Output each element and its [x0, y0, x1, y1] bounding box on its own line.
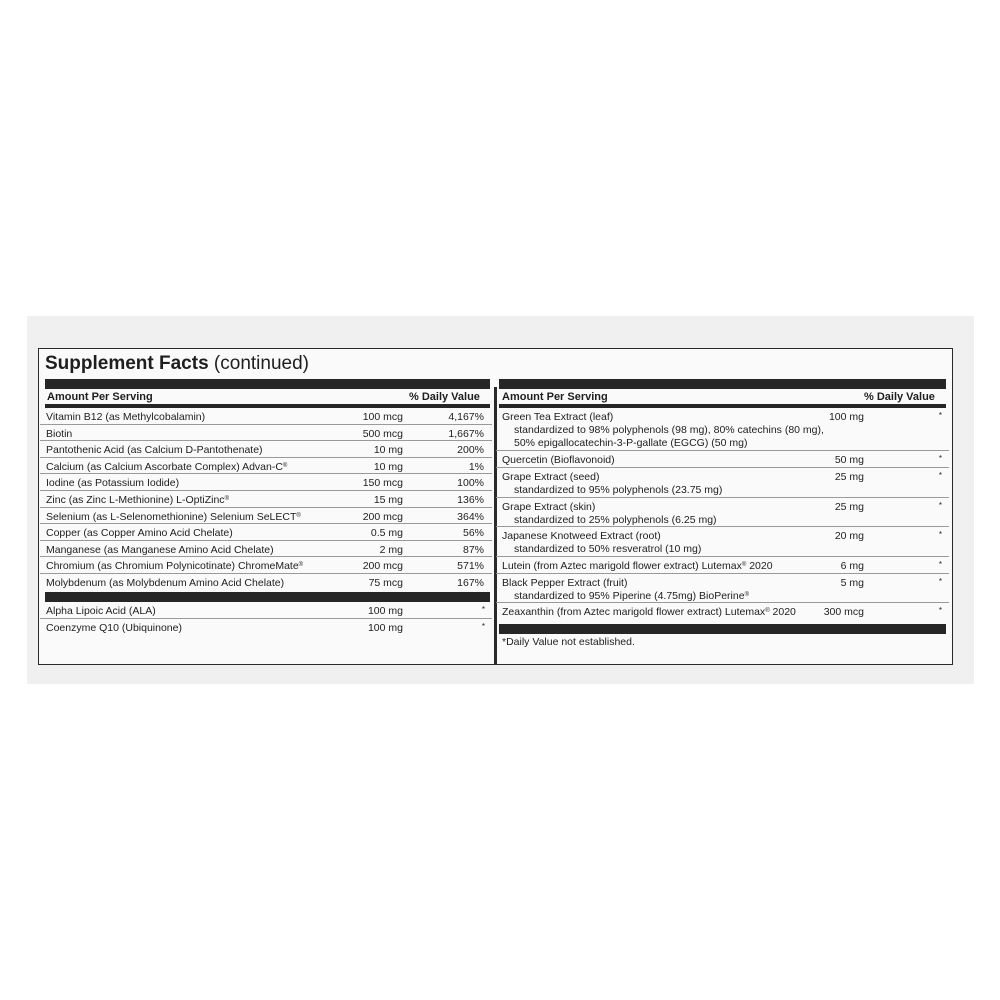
table-row [40, 574, 492, 591]
registered-mark: ® [741, 561, 747, 568]
ingredient-label: Green Tea Extract (leaf) [502, 411, 614, 423]
table-row [40, 557, 492, 574]
left-nutrient-list [40, 408, 492, 591]
daily-value: * [481, 605, 485, 614]
registered-mark: ® [298, 562, 304, 569]
amount: 5 mg [840, 576, 864, 589]
daily-value: * [938, 576, 942, 586]
standardization-note [514, 543, 701, 556]
daily-value: 1% [468, 460, 484, 473]
daily-value: 100% [457, 477, 484, 490]
amount: 100 mg [367, 622, 403, 634]
nutrient-name [46, 494, 229, 507]
standardization-note [514, 484, 722, 497]
ingredient-label: Black Pepper Extract (fruit) [502, 576, 628, 589]
ingredient-label: Quercetin (Bioflavonoid) [502, 454, 615, 466]
daily-value: 56% [462, 527, 484, 540]
nutrient-name [46, 605, 156, 618]
daily-value: * [938, 530, 942, 539]
left-section-bar [45, 592, 490, 602]
standardization-text: standardized to 95% polyphenols (23.75 mg) [514, 484, 723, 496]
nutrient-name [46, 428, 72, 441]
left-header-daily-value: % Daily Value [409, 391, 480, 403]
daily-value: * [938, 559, 942, 569]
table-row [40, 524, 492, 541]
registered-mark: ® [765, 608, 770, 614]
amount: 20 mg [834, 530, 864, 542]
right-header-daily-value: % Daily Value [864, 391, 935, 403]
table-row [40, 458, 492, 475]
left-other-list [40, 602, 492, 636]
standardization-text: standardized to 98% polyphenols (98 mg), 80% catechins (80 mg), [514, 424, 824, 436]
registered-mark: ® [296, 512, 301, 519]
daily-value: 4,167% [448, 411, 484, 423]
header-bar-right [499, 379, 946, 389]
amount: 200 mcg [362, 510, 403, 523]
daily-value: * [938, 606, 942, 615]
ingredient-name [502, 577, 627, 590]
daily-value: * [938, 411, 942, 420]
amount: 25 mg [834, 500, 864, 513]
amount: 500 mcg [362, 427, 403, 440]
ingredient-name [502, 501, 595, 514]
panel-title: Supplement Facts (continued) [45, 353, 309, 374]
nutrient-label: Manganese (as Manganese Amino Acid Chelate) [46, 543, 274, 556]
daily-value: 200% [457, 444, 484, 457]
amount: 0.5 mg [370, 527, 403, 540]
nutrient-label: Coenzyme Q10 (Ubiquinone) [46, 622, 182, 634]
nutrient-name [46, 560, 303, 573]
nutrient-label: Molybdenum (as Molybdenum Amino Acid Chelate) [46, 576, 285, 589]
daily-value: * [481, 622, 485, 631]
nutrient-name [46, 461, 287, 474]
amount: 300 mcg [823, 606, 864, 618]
ingredient-name [502, 471, 599, 484]
amount: 10 mg [373, 444, 403, 457]
right-nutrient-list [496, 408, 949, 620]
registered-mark: ® [744, 591, 749, 598]
daily-value: 136% [457, 493, 484, 506]
standardization-text: standardized to 95% Piperine (4.75mg) BioPerine [514, 589, 745, 602]
table-row [40, 441, 492, 458]
daily-value: 1,667% [448, 427, 484, 440]
left-header-amount: Amount Per Serving [47, 391, 153, 403]
nutrient-label: Zinc (as Zinc L-Methionine) L-OptiZinc [46, 493, 225, 506]
daily-value: 87% [462, 543, 484, 556]
ingredient-label: Grape Extract (skin) [502, 500, 596, 513]
header-bar-left [45, 379, 490, 389]
footnote: *Daily Value not established. [502, 636, 635, 648]
nutrient-name [46, 527, 233, 540]
ingredient-name [502, 560, 773, 573]
standardization-note [514, 424, 824, 437]
standardization-note [514, 437, 747, 450]
ingredient-label: Japanese Knotweed Extract (root) [502, 530, 661, 542]
table-row [496, 603, 949, 620]
registered-mark: ® [224, 495, 229, 502]
nutrient-label: Biotin [46, 427, 73, 440]
nutrient-label: Vitamin B12 (as Methylcobalamin) [46, 411, 206, 423]
daily-value: * [938, 471, 942, 480]
ingredient-label: Grape Extract (seed) [502, 471, 600, 483]
table-row [40, 474, 492, 491]
amount: 200 mcg [362, 560, 403, 573]
nutrient-label: Selenium (as L-Selenomethionine) Selenium SeLECT [46, 510, 297, 523]
amount: 10 mg [373, 460, 403, 473]
daily-value: * [938, 454, 942, 463]
table-row [40, 425, 492, 442]
nutrient-label: Pantothenic Acid (as Calcium D-Pantothenate) [46, 444, 263, 457]
nutrient-name [46, 444, 263, 457]
nutrient-name [46, 411, 205, 424]
table-row [496, 557, 949, 574]
ingredient-name [502, 411, 613, 424]
nutrient-name [46, 577, 284, 590]
daily-value: 167% [457, 576, 484, 589]
amount: 100 mg [828, 411, 864, 423]
amount: 75 mcg [368, 576, 403, 589]
amount: 100 mcg [362, 411, 403, 423]
table-row [40, 619, 492, 636]
nutrient-label: Calcium (as Calcium Ascorbate Complex) Advan-C [46, 460, 283, 473]
nutrient-name [46, 622, 182, 635]
nutrient-label: Alpha Lipoic Acid (ALA) [46, 605, 156, 617]
table-row [40, 602, 492, 619]
daily-value: * [938, 500, 942, 510]
table-row [496, 574, 949, 604]
right-bottom-bar [499, 624, 946, 634]
ingredient-name [502, 454, 615, 467]
amount: 15 mg [373, 493, 403, 506]
table-row [496, 451, 949, 468]
ingredient-label-tail: 2020 [746, 559, 773, 572]
amount: 2 mg [379, 543, 403, 556]
nutrient-name [46, 544, 274, 557]
standardization-text: 50% epigallocatechin-3-P-gallate (EGCG) (50 mg) [514, 437, 748, 449]
ingredient-label: Zeaxanthin (from Aztec marigold flower extract) Lutemax [502, 606, 766, 618]
table-row [40, 491, 492, 508]
ingredient-name [502, 606, 796, 619]
table-row [496, 527, 949, 557]
nutrient-label: Iodine (as Potassium Iodide) [46, 477, 180, 490]
daily-value: 364% [457, 510, 484, 523]
table-row [496, 468, 949, 498]
nutrient-label: Chromium (as Chromium Polynicotinate) ChromeMate [46, 560, 299, 573]
amount: 50 mg [834, 454, 864, 466]
amount: 6 mg [840, 559, 864, 572]
amount: 25 mg [834, 471, 864, 483]
table-row [40, 541, 492, 558]
registered-mark: ® [282, 462, 288, 469]
table-row [40, 508, 492, 525]
ingredient-name [502, 530, 661, 543]
amount: 100 mg [367, 605, 403, 617]
daily-value: 571% [457, 560, 484, 573]
standardization-note [514, 590, 749, 603]
table-row [496, 498, 949, 528]
ingredient-label: Lutein (from Aztec marigold flower extract) Lutemax [502, 559, 742, 572]
table-row [40, 408, 492, 425]
ingredient-label-tail: 2020 [769, 606, 796, 618]
standardization-note [514, 514, 717, 527]
standardization-text: standardized to 25% polyphenols (6.25 mg) [514, 513, 717, 526]
table-row [496, 408, 949, 451]
nutrient-name [46, 477, 179, 490]
right-header-amount: Amount Per Serving [502, 391, 608, 403]
standardization-text: standardized to 50% resveratrol (10 mg) [514, 543, 702, 555]
amount: 150 mcg [362, 477, 403, 490]
nutrient-label: Copper (as Copper Amino Acid Chelate) [46, 527, 233, 540]
nutrient-name [46, 511, 301, 524]
